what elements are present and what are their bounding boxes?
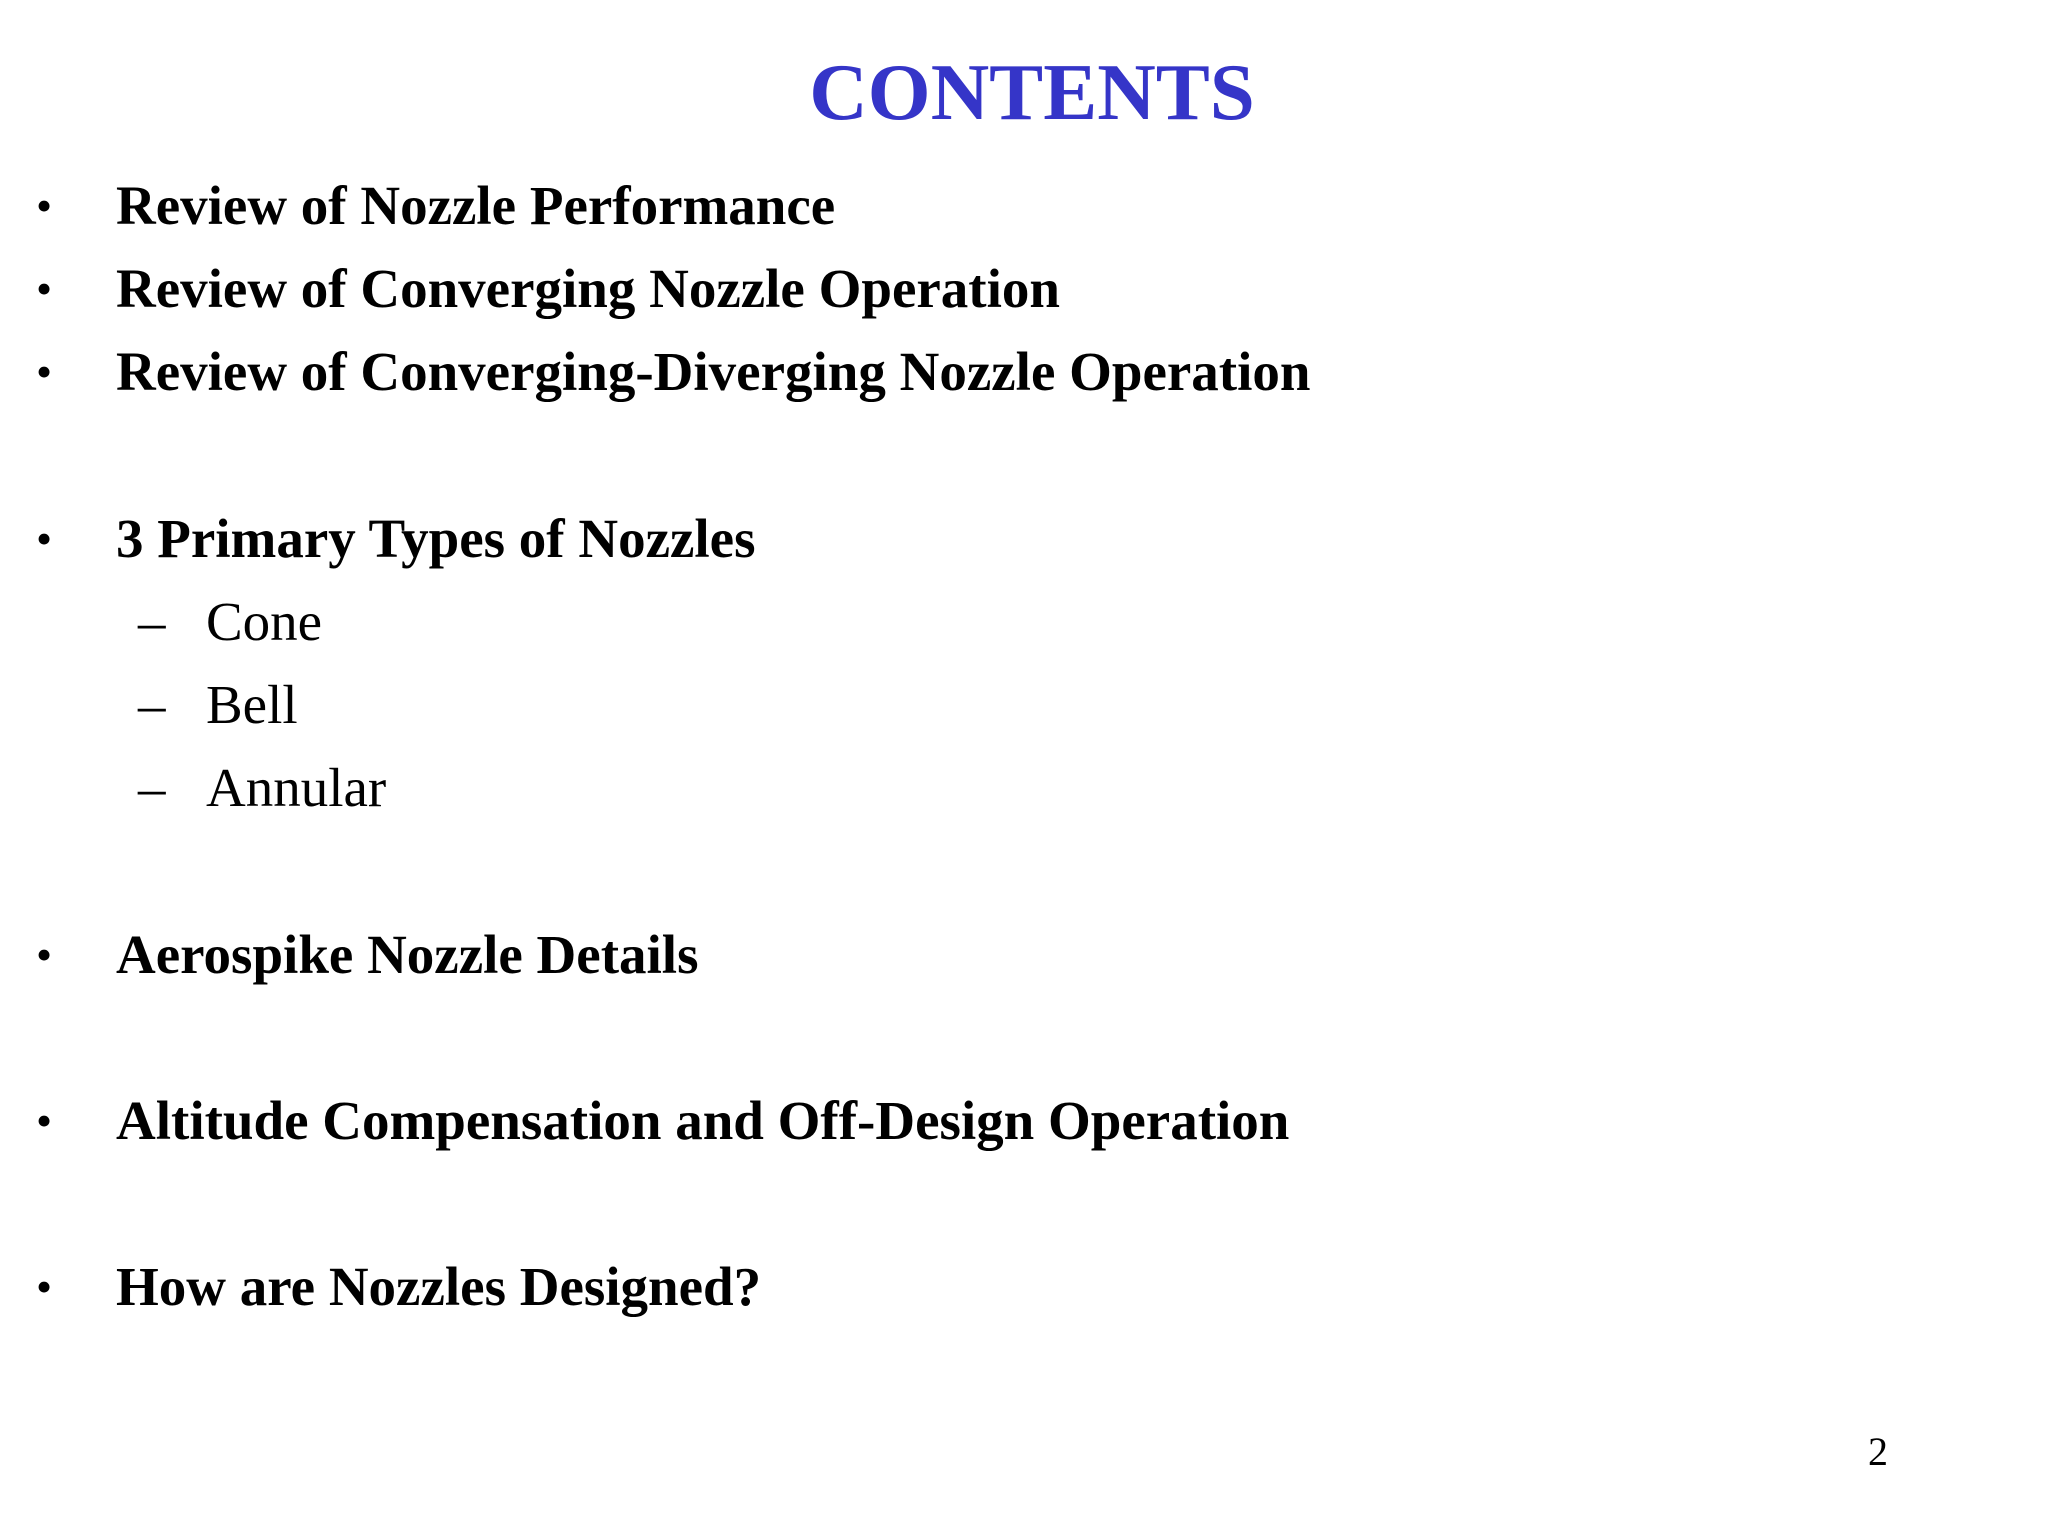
list-item-label: Review of Converging-Diverging Nozzle Operation	[116, 341, 1311, 402]
bullet-icon: •	[36, 1095, 53, 1146]
slide-title: CONTENTS	[809, 47, 1255, 137]
list-item-label: Review of Converging Nozzle Operation	[116, 258, 1060, 319]
list-item-label: How are Nozzles Designed?	[116, 1256, 762, 1317]
bullet-icon: •	[36, 929, 53, 980]
sub-list-item-label: Annular	[206, 757, 387, 818]
bullet-icon: •	[36, 513, 53, 564]
bullet-icon: •	[36, 263, 53, 314]
sub-list-item-label: Cone	[206, 591, 323, 652]
list-item-label: Altitude Compensation and Off-Design Operation	[116, 1090, 1290, 1151]
bullet-icon: •	[36, 180, 53, 231]
list-item-label: Review of Nozzle Performance	[116, 175, 836, 236]
bullet-icon: •	[36, 346, 53, 397]
list-item-label: 3 Primary Types of Nozzles	[116, 508, 756, 569]
list-item-label: Aerospike Nozzle Details	[116, 924, 699, 985]
dash-icon: –	[138, 757, 166, 818]
page-number: 2	[1868, 1429, 1888, 1474]
dash-icon: –	[138, 674, 166, 735]
bullet-icon: •	[36, 1261, 53, 1312]
sub-list-item-label: Bell	[206, 674, 298, 735]
dash-icon: –	[138, 591, 166, 652]
